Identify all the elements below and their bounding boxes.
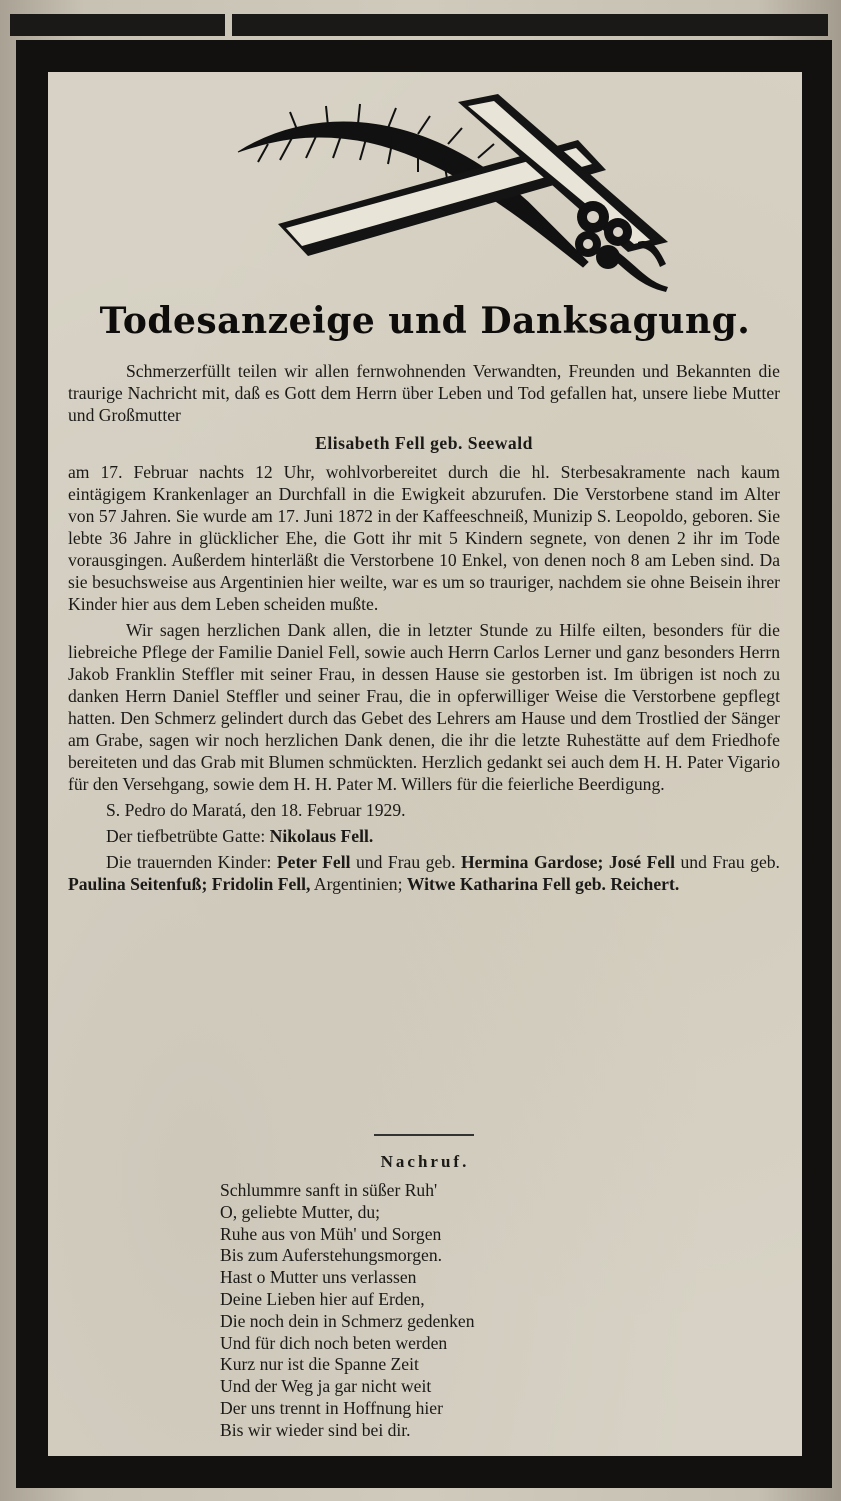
poem-line: Und der Weg ja gar nicht weit — [220, 1376, 432, 1397]
frame-top-bar-right — [232, 14, 828, 36]
poem-line: Bis zum Auferstehungsmorgen. — [220, 1245, 443, 1266]
nachruf-poem — [220, 1180, 680, 1442]
spouse-line — [68, 825, 780, 847]
death-notice — [48, 72, 802, 1456]
poem-line: Bis wir wieder sind bei dir. — [220, 1419, 411, 1440]
notice-title: Todesanzeige und Danksagung. — [99, 300, 751, 342]
child3-name: Fridolin Fell, — [211, 874, 311, 894]
spouse-label: Der tiefbetrübte Gatte: — [106, 826, 266, 846]
child1-wife-label: und Frau geb. — [356, 852, 456, 872]
poem-line: Deine Lieben hier auf Erden, — [220, 1288, 425, 1309]
intro-paragraph: Schmerzerfüllt teilen wir allen fernwohnenden Verwandten, Freunden und Bekannten die traurige Nachricht mit, daß es Gott dem Herrn über Leben und Tod gefallen hat, unsere liebe Mutter und Großmutter — [68, 361, 780, 425]
poem-line: Ruhe aus von Müh' und Sorgen — [220, 1223, 442, 1244]
frame-top-bar-left — [10, 14, 225, 36]
widow-line: Witwe Katharina Fell geb. Reichert. — [406, 874, 680, 894]
child1-name: Peter Fell — [276, 852, 351, 872]
poem-line: Schlummre sanft in süßer Ruh' — [220, 1180, 438, 1200]
notice-body — [68, 360, 780, 895]
child3-place: Argentinien; — [313, 874, 403, 894]
poem-line: Die noch dein in Schmerz gedenken — [220, 1310, 475, 1331]
poem-line: Hast o Mutter uns verlassen — [220, 1267, 417, 1288]
poem-line: Der uns trennt in Hoffnung hier — [220, 1397, 443, 1418]
child2-wife-label: und Frau geb. — [680, 852, 780, 872]
divider-rule — [374, 1134, 474, 1136]
spouse-name: Nikolaus Fell. — [269, 826, 374, 846]
child2-name: José Fell — [608, 852, 675, 872]
poem-line: Und für dich noch beten werden — [220, 1332, 448, 1353]
children-line — [68, 851, 780, 895]
child2-wife: Paulina Seitenfuß; — [68, 874, 208, 894]
thanks-paragraph: Wir sagen herzlichen Dank allen, die in letzter Stunde zu Hilfe eilten, besonders für die liebreiche Pflege der Familie Daniel Fell, sowie auch Herrn Carlos Lerner und ganz besonders Herrn Jakob Franklin Steffler mit seiner Frau, in dessen Hause sie gestorben ist. Im übrigen ist noch zu danken Herrn Daniel Steffler und seiner Frau, die in opferwilliger Weise die Verstorbene gepflegt hatten. Den Schmerz gelindert durch das Gebet des Lehrers am Hause und dem Trostlied der Sänger am Grabe, sagen wir noch herzlichen Dank denen, die ihr die letzte Ruhestätte auf dem Friedhofe bereiteten und das Grab mit Blumen schmückten. Herzlich gedankt sei auch dem H. H. Pater Vigario für den Versehgang, sowie dem H. H. Pater M. Willers für die feierliche Beerdigung. — [68, 620, 780, 794]
child1-wife: Hermina Gardose; — [461, 852, 604, 872]
children-label: Die trauernden Kinder: — [106, 852, 272, 872]
place-date: S. Pedro do Maratá, den 18. Februar 1929. — [106, 800, 406, 820]
nachruf-title: Nachruf. — [380, 1152, 470, 1171]
cross-palm-emblem-icon — [198, 92, 668, 297]
details-paragraph: am 17. Februar nachts 12 Uhr, wohlvorbereitet durch die hl. Sterbesakramente nach kaum eintägigem Krankenlager an Durchfall in die Ewigkeit abzurufen. Die Verstorbene stand im Alter von 57 Jahren. Sie wurde am 17. Juni 1872 in der Kaffeeschneiß, Munizip S. Leopoldo, geboren. Sie lebte 36 Jahre in glücklicher Ehe, die Gott ihr mit 5 Kindern segnete, von denen 2 ihr im Tode vorausgingen. Außerdem hinterläßt die Verstorbene 10 Enkel, von denen noch 8 am Leben sind. Da sie besuchsweise aus Argentinien hier weilte, war es um so trauriger, nachdem sie ohne Beisein ihrer Kinder hier aus dem Leben scheiden mußte. — [68, 462, 780, 614]
poem-line: O, geliebte Mutter, du; — [220, 1201, 381, 1222]
poem-line: Kurz nur ist die Spanne Zeit — [220, 1354, 419, 1375]
deceased-name: Elisabeth Fell geb. Seewald — [315, 433, 533, 453]
